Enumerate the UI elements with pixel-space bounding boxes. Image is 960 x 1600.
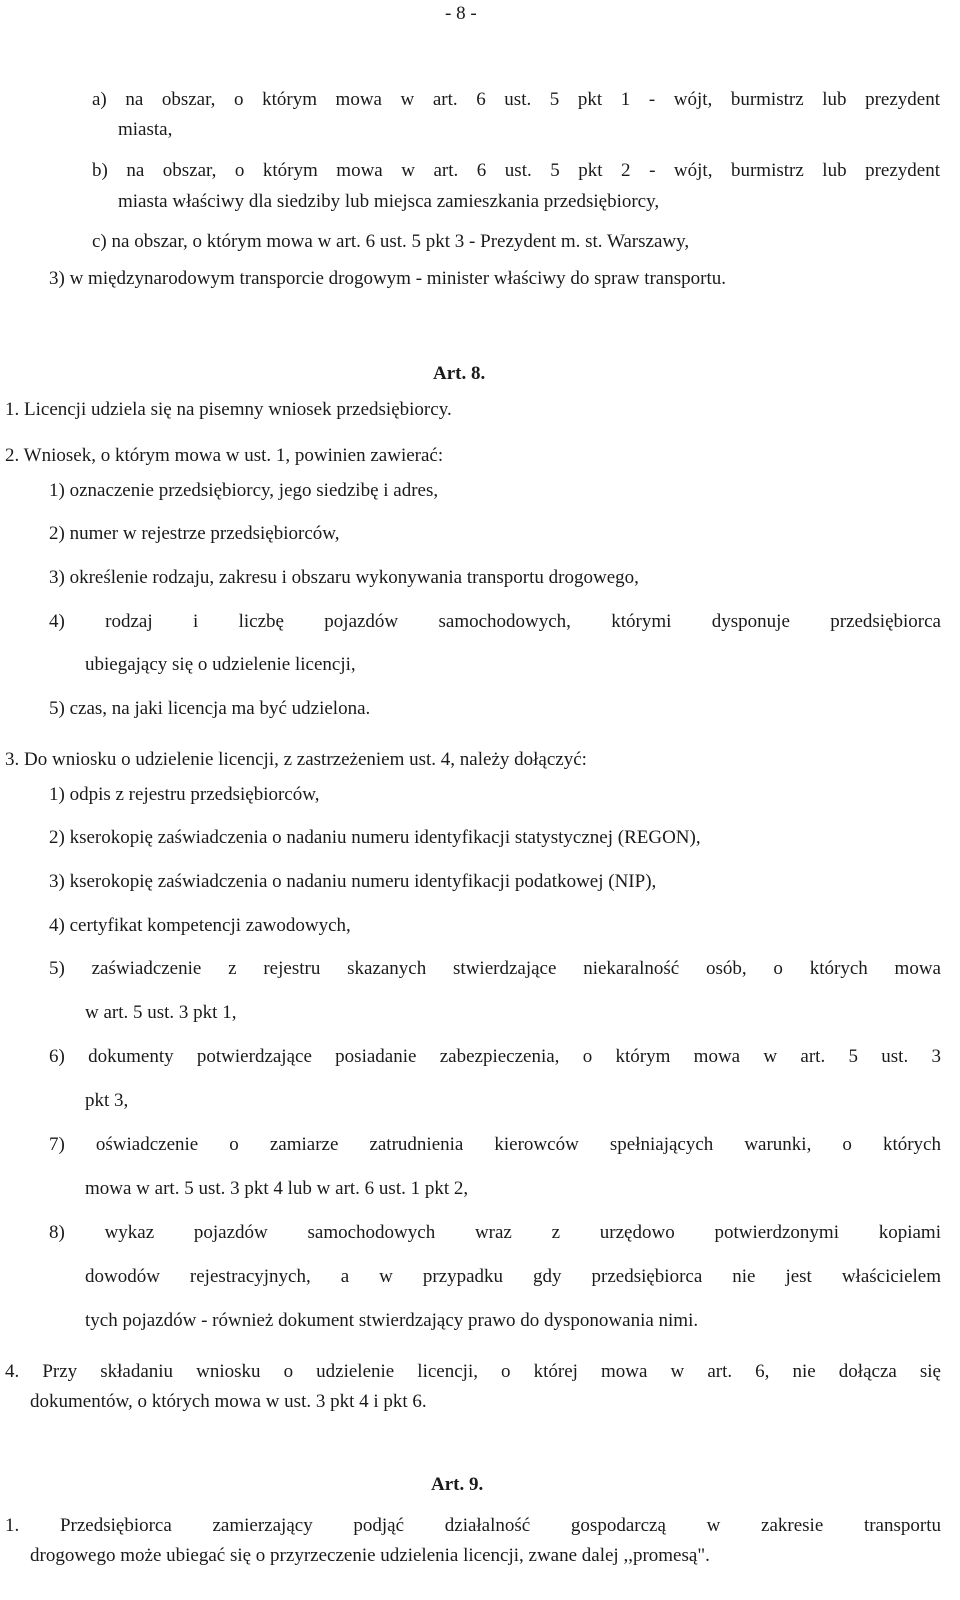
art8-heading: Art. 8. (433, 363, 486, 384)
art8-paragraph-3: 3. Do wniosku o udzielenie licencji, z zastrzeżeniem ust. 4, należy dołączyć: (5, 749, 587, 770)
p2-item-4-line2: ubiegający się o udzielenie licencji, (85, 654, 356, 675)
p3-item-5-line2: w art. 5 ust. 3 pkt 1, (85, 1002, 237, 1023)
art8-paragraph-2: 2. Wniosek, o którym mowa w ust. 1, powinien zawierać: (5, 445, 444, 466)
p3-item-8-line1: 8) wykaz pojazdów samochodowych wraz z urzędowo potwierdzonymi kopiami (49, 1222, 941, 1243)
art8-paragraph-4-line1: 4. Przy składaniu wniosku o udzielenie licencji, o której mowa w art. 6, nie dołącza się (5, 1361, 941, 1382)
item-a-line1: a) na obszar, o którym mowa w art. 6 ust. 5 pkt 1 - wójt, burmistrz lub prezydent (92, 89, 940, 110)
art8-paragraph-1: 1. Licencji udziela się na pisemny wniosek przedsiębiorcy. (5, 399, 452, 420)
art9-heading: Art. 9. (431, 1474, 484, 1495)
item-b-line1: b) na obszar, o którym mowa w art. 6 ust. 5 pkt 2 - wójt, burmistrz lub prezydent (92, 160, 940, 181)
p2-item-1: 1) oznaczenie przedsiębiorcy, jego siedzibę i adres, (49, 480, 439, 501)
p3-item-6-line1: 6) dokumenty potwierdzające posiadanie zabezpieczenia, o którym mowa w art. 5 ust. 3 (49, 1046, 941, 1067)
p2-item-5: 5) czas, na jaki licencja ma być udzielona. (49, 698, 371, 719)
p2-item-2: 2) numer w rejestrze przedsiębiorców, (49, 523, 340, 544)
p3-item-2: 2) kserokopię zaświadczenia o nadaniu numeru identyfikacji statystycznej (REGON), (49, 827, 701, 848)
p2-item-3: 3) określenie rodzaju, zakresu i obszaru wykonywania transportu drogowego, (49, 567, 639, 588)
item-b-line2: miasta właściwy dla siedziby lub miejsca zamieszkania przedsiębiorcy, (118, 191, 660, 212)
page-number: - 8 - (445, 3, 477, 24)
item-a-line2: miasta, (118, 119, 173, 140)
item-3: 3) w międzynarodowym transporcie drogowym - minister właściwy do spraw transportu. (49, 268, 726, 289)
p3-item-8-line2: dowodów rejestracyjnych, a w przypadku gdy przedsiębiorca nie jest właścicielem (85, 1266, 941, 1287)
item-c: c) na obszar, o którym mowa w art. 6 ust. 5 pkt 3 - Prezydent m. st. Warszawy, (92, 231, 690, 252)
p3-item-4: 4) certyfikat kompetencji zawodowych, (49, 915, 351, 936)
p3-item-7-line2: mowa w art. 5 ust. 3 pkt 4 lub w art. 6 ust. 1 pkt 2, (85, 1178, 469, 1199)
p3-item-5-line1: 5) zaświadczenie z rejestru skazanych stwierdzające niekaralność osób, o których mowa (49, 958, 941, 979)
p3-item-1: 1) odpis z rejestru przedsiębiorców, (49, 784, 320, 805)
p3-item-8-line3: tych pojazdów - również dokument stwierdzający prawo do dysponowania nimi. (85, 1310, 699, 1331)
art8-paragraph-4-line2: dokumentów, o których mowa w ust. 3 pkt 4 i pkt 6. (30, 1391, 427, 1412)
art9-paragraph-1-line1: 1. Przedsiębiorca zamierzający podjąć działalność gospodarczą w zakresie transportu (5, 1515, 941, 1536)
art9-paragraph-1-line2: drogowego może ubiegać się o przyrzeczenie udzielenia licencji, zwane dalej ,,promesą". (30, 1545, 710, 1566)
p3-item-7-line1: 7) oświadczenie o zamiarze zatrudnienia kierowców spełniających warunki, o których (49, 1134, 941, 1155)
p2-item-4-line1: 4) rodzaj i liczbę pojazdów samochodowych, którymi dysponuje przedsiębiorca (49, 611, 941, 632)
p3-item-3: 3) kserokopię zaświadczenia o nadaniu numeru identyfikacji podatkowej (NIP), (49, 871, 657, 892)
p3-item-6-line2: pkt 3, (85, 1090, 129, 1111)
